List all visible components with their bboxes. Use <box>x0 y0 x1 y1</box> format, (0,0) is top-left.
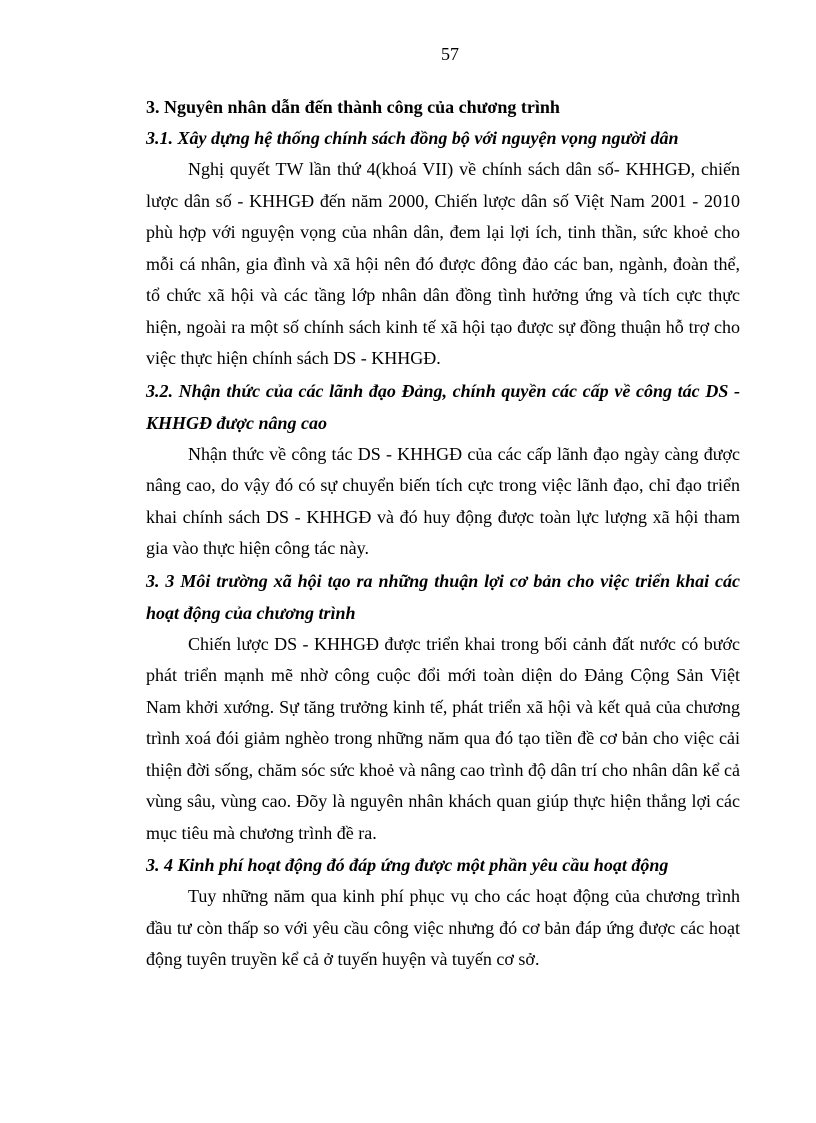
document-body <box>146 92 740 976</box>
subsection-heading-3-2: 3.2. Nhận thức của các lãnh đạo Đảng, chính quyền các cấp về công tác DS - KHHGĐ được nâng cao <box>146 380 740 433</box>
subsection-heading-3-1: 3.1. Xây dựng hệ thống chính sách đồng bộ với nguyện vọng người dân <box>146 128 679 148</box>
section-title: 3. Nguyên nhân dẫn đến thành công của chương trình <box>146 97 560 117</box>
subsection-heading-3-3: 3. 3 Môi trường xã hội tạo ra những thuận lợi cơ bản cho việc triển khai các hoạt động của chương trình <box>146 570 740 623</box>
paragraph-3-1: Nghị quyết TW lần thứ 4(khoá VII) về chính sách dân số- KHHGĐ, chiến lược dân số - KHHGĐ đến năm 2000, Chiến lược dân số Việt Nam 2001 - 2010 phù hợp với nguyện vọng của nhân dân, đem lại lợi ích, tinh thần, sức khoẻ cho mỗi cá nhân, gia đình và xã hội nên đó được đông đảo các ban, ngành, đoàn thể, tổ chức xã hội và các tầng lớp nhân dân đồng tình hưởng ứng và tích cực thực hiện, ngoài ra một số chính sách kinh tế xã hội tạo được sự đồng thuận hỗ trợ cho việc thực hiện chính sách DS - KHHGĐ. <box>146 159 740 368</box>
subsection-heading-3-4: 3. 4 Kinh phí hoạt động đó đáp ứng được một phần yêu cầu hoạt động <box>146 855 669 875</box>
paragraph-3-4: Tuy những năm qua kinh phí phục vụ cho các hoạt động của chương trình đầu tư còn thấp so với yêu cầu công việc nhưng đó cơ bản đáp ứng được các hoạt động tuyên truyền kể cả ở tuyến huyện và tuyến cơ sở. <box>146 886 740 969</box>
paragraph-3-2: Nhận thức về công tác DS - KHHGĐ của các cấp lãnh đạo ngày càng được nâng cao, do vậy đó có sự chuyển biến tích cực trong việc lãnh đạo, chỉ đạo triển khai chính sách DS - KHHGĐ và đó huy động được toàn lực lượng xã hội tham gia vào thực hiện công tác này. <box>146 443 740 558</box>
paragraph-3-3: Chiến lược DS - KHHGĐ được triển khai trong bối cảnh đất nước có bước phát triển mạnh mẽ nhờ công cuộc đổi mới toàn diện do Đảng Cộng Sản Việt Nam khởi xướng. Sự tăng trưởng kinh tế, phát triển xã hội và kết quả của chương trình xoá đói giảm nghèo trong những năm qua đó tạo tiền đề cơ bản cho việc cải thiện đời sống, chăm sóc sức khoẻ và nâng cao trình độ dân trí cho nhân dân kể cả vùng sâu, vùng cao. Đõy là nguyên nhân khách quan giúp thực hiện thắng lợi các mục tiêu mà chương trình đề ra. <box>146 633 740 843</box>
page-number: 57 <box>441 44 459 64</box>
